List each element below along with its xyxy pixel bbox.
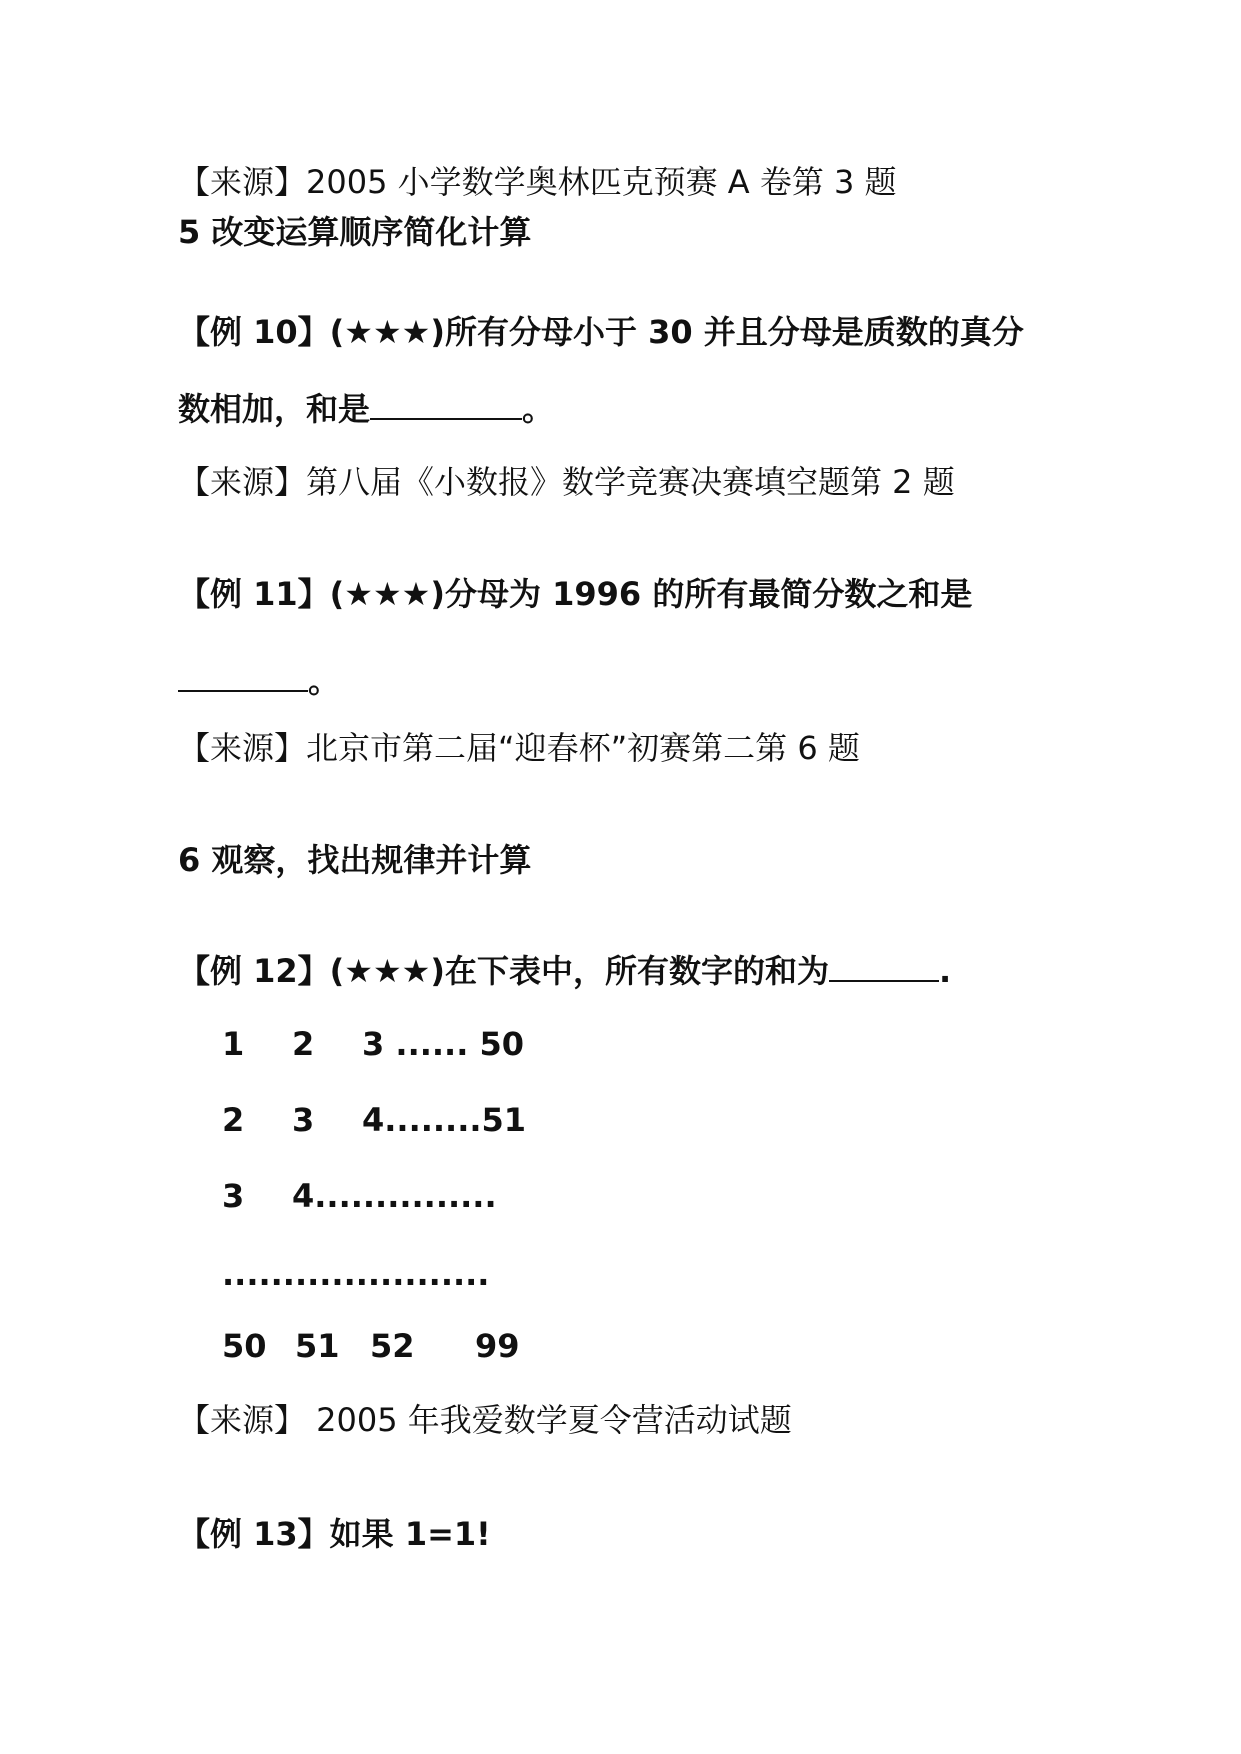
table-cell: 52: [370, 1327, 415, 1365]
answer-blank: [370, 388, 522, 420]
source-line-2: 【来源】第八届《小数报》数学竞赛决赛填空题第 2 题: [178, 463, 955, 501]
table-cell: 3 ...... 50: [362, 1025, 525, 1063]
source-line-1: 【来源】2005 小学数学奥林匹克预赛 A 卷第 3 题: [178, 163, 897, 201]
example-12-end: .: [939, 952, 952, 990]
example-10-end: 。: [522, 390, 555, 428]
example-11-line-1: 【例 11】(★★★)分母为 1996 的所有最简分数之和是: [178, 575, 973, 613]
example-13-line: 【例 13】如果 1=1!: [178, 1515, 491, 1553]
table-cell: 51: [295, 1327, 340, 1365]
table-cell: 99: [475, 1327, 520, 1365]
table-cell: 2: [292, 1025, 315, 1063]
section-heading-5: 5 改变运算顺序简化计算: [178, 213, 532, 251]
answer-blank: [178, 660, 308, 692]
table-cell: 4...............: [292, 1177, 497, 1215]
example-11-line-2: [178, 660, 340, 701]
table-cell: 4........51: [362, 1101, 527, 1139]
example-12-line: [178, 950, 951, 991]
source-line-3: 【来源】北京市第二届“迎春杯”初赛第二第 6 题: [178, 729, 860, 767]
section-heading-6: 6 观察，找出规律并计算: [178, 841, 532, 879]
table-cell: 3: [222, 1177, 245, 1215]
table-cell: ......................: [222, 1255, 490, 1293]
example-11-end: 。: [308, 662, 341, 700]
example-10-text: 数相加，和是: [178, 390, 371, 428]
table-cell: 50: [222, 1327, 267, 1365]
example-10-line-2: [178, 388, 554, 429]
table-cell: 3: [292, 1101, 315, 1139]
example-12-text: 【例 12】(★★★)在下表中，所有数字的和为: [178, 952, 829, 990]
answer-blank: [829, 950, 939, 982]
table-cell: 2: [222, 1101, 245, 1139]
source-line-4: 【来源】 2005 年我爱数学夏令营活动试题: [178, 1401, 792, 1439]
example-10-line-1: 【例 10】(★★★)所有分母小于 30 并且分母是质数的真分: [178, 313, 1024, 351]
table-cell: 1: [222, 1025, 245, 1063]
